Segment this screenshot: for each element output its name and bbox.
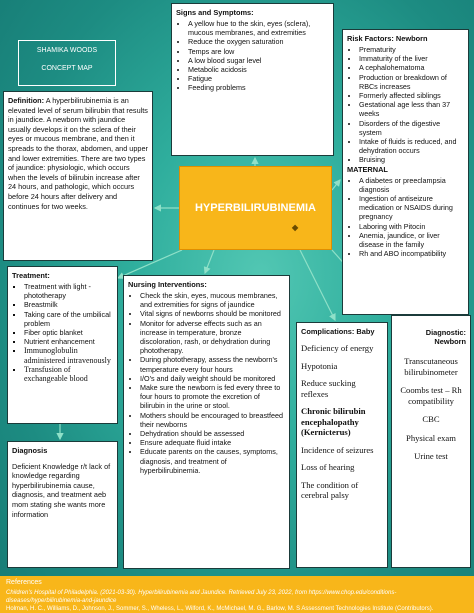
risk-newborn-item: • A cephalohematoma — [359, 63, 464, 72]
treatment-item: ▪ Nutrient enhancement — [24, 337, 113, 346]
risk-newborn-item: • Disorders of the digestive system — [359, 119, 464, 137]
complication-item: The condition of cerebral palsy — [301, 479, 359, 500]
reference-entry: Children's Hospital of Philadelphia. (2021-03-30). Hyperbilirubinemia and Jaundice. Retrieved July 23, 2022, from https://www.chop.edu/conditions-diseases/hyperbilirubinemia-and-jaundice — [6, 590, 397, 604]
nursing-item: • Dehydration should be assessed — [140, 429, 285, 438]
nursing-item: • Monitor for adverse effects such as an increase in temperature, bronze discoloration, rash, or dehydration during phototherapy. — [140, 319, 285, 356]
complication-item: Deficiency of energy — [301, 343, 374, 353]
diagnostic-item: CBC — [422, 414, 440, 424]
diagnostic-item: Urine test — [414, 451, 448, 461]
signs-item: • Temps are low — [188, 47, 329, 56]
treatment-item: ▪ Fiber optic blanket — [24, 328, 113, 337]
complication-item: Hypotonia — [301, 360, 338, 371]
treatment-item: ▪ Treatment with light - phototherapy — [24, 282, 113, 300]
diagnostic-item: Physical exam — [406, 432, 456, 443]
signs-item: • Feeding problems — [188, 83, 329, 92]
author-name: SHAMIKA WOODS — [36, 47, 98, 54]
risk-maternal-heading: MATERNAL — [347, 164, 388, 174]
reference-entry: Holman, H. C., Williams, D., Johnson, J., Sommer, S., Wheless, L., Wilford, K., McMichael, M. G., Barlow, M. S Assessment Technologies Institute (Contributors). — [6, 606, 434, 612]
nursing-item: • Educate parents on the causes, symptoms, diagnosis, and treatment of hyperbilirubinemia. — [140, 447, 285, 475]
nursing-item: • During phototherapy, assess the newborn's temperature every four hours — [140, 355, 285, 373]
nursing-item: • Check the skin, eyes, mucous membranes, and extremities for signs of jaundice — [140, 291, 285, 309]
treatment-item: ▪ Transfusion of exchangeable blood — [24, 365, 113, 383]
nursing-item: • Vital signs of newborns should be monitored — [140, 309, 285, 318]
complication-item: Reduce sucking reflexes — [301, 378, 356, 399]
complication-item: Chronic bilirubin encephalopathy (Kernicterus) — [301, 406, 366, 437]
signs-heading: Signs and Symptoms: — [176, 8, 254, 17]
treatment-heading: Treatment: — [12, 271, 50, 280]
risk-newborn-item: • Bruising — [359, 155, 464, 164]
diagnosis-text: Deficient Knowledge r/t lack of knowledge regarding hyperbilirubinemia cause, diagnosis, and treatment aeb mom stating she wants more information — [12, 461, 111, 519]
complications-heading: Complications: Baby — [301, 327, 375, 336]
signs-item: • A low blood sugar level — [188, 56, 329, 65]
nursing-item: • I/O's and daily weight should be monitored — [140, 374, 285, 383]
references-heading: References — [6, 579, 42, 586]
complications-box — [296, 322, 388, 568]
treatment-item: ▪ Immunoglobulin administered intravenously — [24, 346, 113, 364]
map-subtitle: CONCEPT MAP — [41, 65, 93, 72]
diagnostic-item: Transcutaneous bilirubinometer — [404, 356, 458, 377]
risk-maternal-item: • Rh and ABO incompatibility — [359, 249, 464, 258]
diagnostic-item: Coombs test – Rh compatibility — [400, 385, 462, 406]
risk-maternal-item: • A diabetes or preeclampsia diagnosis — [359, 176, 464, 194]
treatment-box — [7, 266, 118, 424]
references-footer — [0, 576, 474, 613]
complication-item: Incidence of seizures — [301, 444, 374, 455]
treatment-item: ▪ Breastmilk — [24, 300, 113, 309]
risk-newborn-item: • Gestational age less than 37 weeks — [359, 100, 464, 118]
title-box — [18, 40, 116, 86]
risk-heading: Risk Factors: Newborn — [347, 34, 428, 43]
signs-item: • Reduce the oxygen saturation — [188, 37, 329, 46]
diagnostic-heading: Diagnostic: Newborn — [425, 328, 466, 346]
risk-newborn-item: • Production or breakdown of RBCs increases — [359, 73, 464, 91]
nursing-item: • Make sure the newborn is fed every three to four hours to promote the excretion of bilirubin in the urine or stool. — [140, 383, 285, 411]
risk-newborn-item: • Prematurity — [359, 45, 464, 54]
risk-newborn-item: • Immaturity of the liver — [359, 54, 464, 63]
diagnosis-heading: Diagnosis — [12, 446, 48, 455]
central-topic-label: HYPERBILIRUBINEMIA — [194, 202, 316, 214]
nursing-interventions-box — [123, 275, 290, 569]
signs-item: • Fatigue — [188, 74, 329, 83]
signs-item: • Metabolic acidosis — [188, 65, 329, 74]
risk-factors-box — [342, 29, 469, 315]
risk-newborn-item: • Formerly affected siblings — [359, 91, 464, 100]
definition-text: A hyperbilirubinemia is an elevated level of serum bilirubin that results in jaundice. A newborn with jaundice usually develops it on the sclera of their eyes or mucous membrane, and then it spreads to the thorax, abdomen, and upper and lower extremities. There are two types of jaundice: physiologic, which occurs when the levels of bilirubin increase after 24 hours, and pathologic, which occurs before 24 hours after delivery and continues for two weeks. — [8, 96, 148, 211]
signs-symptoms-box — [171, 3, 334, 156]
treatment-item: ▪ Taking care of the umbilical problem — [24, 310, 113, 328]
risk-maternal-item: • Anemia, jaundice, or liver disease in the family — [359, 231, 464, 249]
nursing-diagnosis-box — [7, 441, 118, 568]
nursing-heading: Nursing Interventions: — [128, 280, 207, 289]
risk-maternal-item: • Ingestion of antiseizure medication or NSAIDS during pregnancy — [359, 194, 464, 222]
nursing-item: • Ensure adequate fluid intake — [140, 438, 285, 447]
nursing-item: • Mothers should be encouraged to breastfeed their newborns — [140, 411, 285, 429]
dot-marker-icon: ◆ — [292, 223, 299, 232]
definition-box — [3, 91, 153, 261]
risk-newborn-item: • Intake of fluids is reduced, and dehydration occurs — [359, 137, 464, 155]
central-topic — [179, 166, 332, 250]
definition-heading: Definition: — [8, 96, 45, 105]
risk-maternal-item: • Laboring with Pitocin — [359, 222, 464, 231]
signs-item: • A yellow hue to the skin, eyes (sclera), mucous membranes, and extremities — [188, 19, 329, 37]
diagnostic-box — [391, 315, 471, 568]
complication-item: Loss of hearing — [301, 462, 355, 472]
